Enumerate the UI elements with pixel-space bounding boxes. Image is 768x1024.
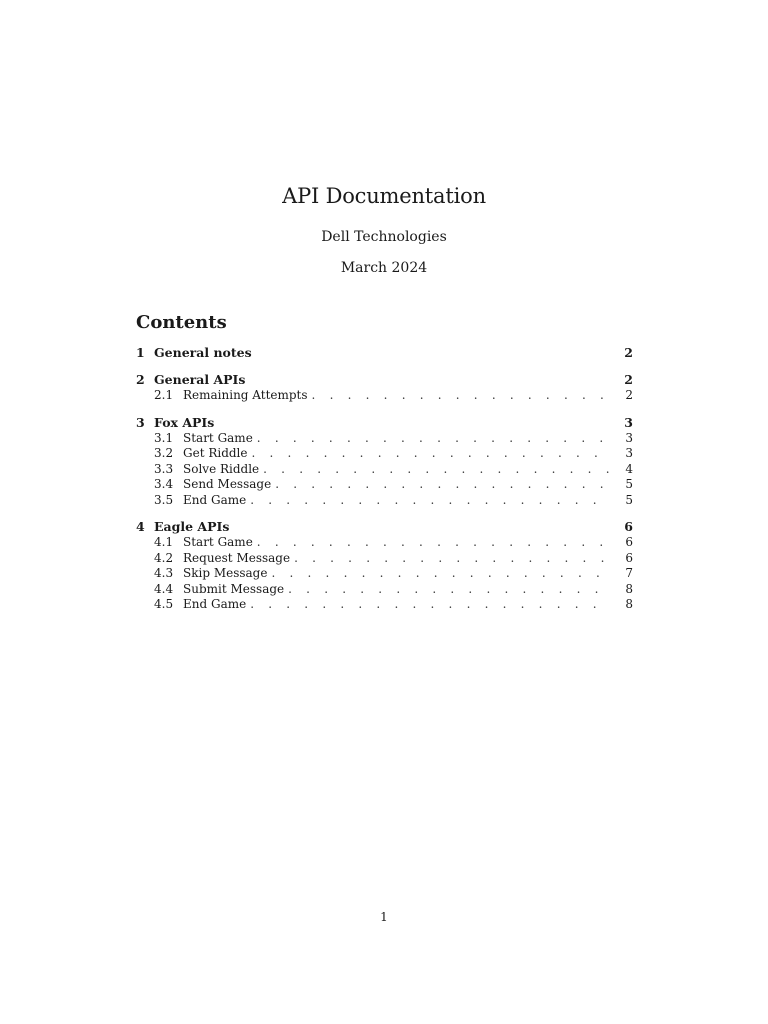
section-page: 6: [624, 519, 633, 534]
toc-section-entry[interactable]: [136, 415, 633, 431]
subsection-number: 3.2: [154, 446, 174, 460]
toc-subsection-entry[interactable]: [136, 551, 633, 567]
section-title: Fox APIs: [154, 414, 215, 430]
toc-section: [136, 415, 633, 509]
document-title: API Documentation: [282, 184, 486, 208]
subsection-page: 4: [625, 461, 633, 476]
dot-leader: [257, 431, 609, 447]
document-date: March 2024: [340, 260, 428, 276]
section-page: 2: [624, 372, 633, 387]
toc-section: [136, 345, 633, 361]
section-number: 2: [136, 372, 145, 387]
subsection-page: 3: [625, 430, 633, 445]
section-number: 1: [136, 345, 145, 360]
dot-leader: [271, 566, 609, 582]
toc-subsection-entry[interactable]: [136, 597, 633, 613]
toc-subsection-entry[interactable]: [136, 388, 633, 404]
document-author: Dell Technologies: [321, 229, 447, 245]
toc-section-entry[interactable]: [136, 519, 633, 535]
section-title: Eagle APIs: [154, 519, 230, 534]
section-page: 2: [624, 345, 633, 360]
subsection-number: 4.5: [154, 597, 174, 611]
subsection-title: Get Riddle: [183, 446, 248, 460]
toc-subsection-entry[interactable]: [136, 462, 633, 478]
subsection-page: 8: [625, 597, 633, 611]
toc-subsection-entry[interactable]: [136, 535, 633, 551]
dot-leader: [250, 597, 609, 613]
toc-heading: Contents: [136, 312, 227, 333]
toc-subsection-entry[interactable]: [136, 431, 633, 447]
subsection-page: 7: [625, 566, 633, 580]
section-page: 3: [624, 414, 633, 430]
subsection-title: End Game: [183, 597, 247, 611]
subsection-number: 3.3: [154, 461, 174, 476]
toc-section: [136, 519, 633, 613]
subsection-page: 6: [625, 550, 633, 565]
subsection-number: 2.1: [154, 388, 174, 402]
subsection-title: Start Game: [183, 535, 253, 549]
toc-subsection-entry[interactable]: [136, 566, 633, 582]
toc-subsection-entry[interactable]: [136, 493, 633, 509]
table-of-contents: [136, 345, 633, 624]
subsection-title: Request Message: [183, 550, 291, 565]
toc-subsection-entry[interactable]: [136, 477, 633, 493]
subsection-page: 8: [625, 581, 633, 596]
toc-section: [136, 372, 633, 404]
subsection-page: 5: [625, 492, 633, 507]
subsection-number: 3.1: [154, 430, 174, 445]
dot-leader: [263, 462, 609, 478]
subsection-page: 2: [625, 388, 633, 402]
toc-section-entry[interactable]: [136, 372, 633, 388]
section-title: General notes: [154, 345, 252, 360]
subsection-number: 3.4: [154, 477, 174, 491]
subsection-title: Submit Message: [183, 581, 285, 596]
dot-leader: [275, 477, 609, 493]
subsection-number: 4.4: [154, 581, 174, 596]
toc-section-entry[interactable]: [136, 345, 633, 361]
subsection-number: 3.5: [154, 492, 174, 507]
page-number: 1: [380, 910, 388, 924]
subsection-title: Skip Message: [183, 566, 268, 580]
subsection-title: Remaining Attempts: [183, 388, 308, 402]
section-number: 3: [136, 414, 145, 430]
section-title: General APIs: [154, 372, 246, 387]
dot-leader: [288, 582, 609, 598]
subsection-title: Send Message: [183, 477, 272, 491]
subsection-page: 6: [625, 535, 633, 549]
dot-leader: [250, 493, 609, 509]
dot-leader: [257, 535, 609, 551]
subsection-page: 3: [625, 446, 633, 460]
section-number: 4: [136, 519, 145, 534]
dot-leader: [252, 446, 610, 462]
subsection-title: End Game: [183, 492, 247, 507]
subsection-page: 5: [625, 477, 633, 491]
toc-subsection-entry[interactable]: [136, 446, 633, 462]
dot-leader: [294, 551, 609, 567]
subsection-title: Solve Riddle: [183, 461, 260, 476]
dot-leader: [312, 388, 609, 404]
subsection-title: Start Game: [183, 430, 253, 445]
subsection-number: 4.1: [154, 535, 174, 549]
toc-subsection-entry[interactable]: [136, 582, 633, 598]
subsection-number: 4.3: [154, 566, 174, 580]
subsection-number: 4.2: [154, 550, 174, 565]
